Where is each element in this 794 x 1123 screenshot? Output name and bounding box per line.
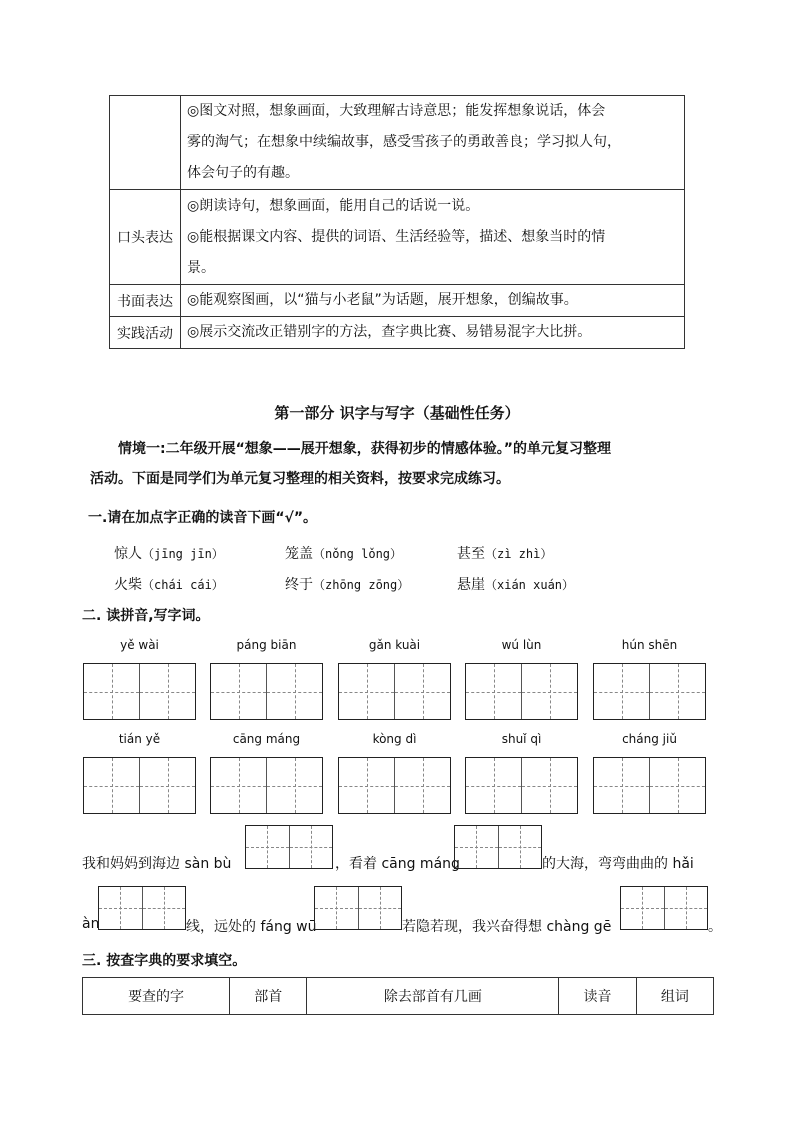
- q1-item: 悬崖（xián xuán）: [457, 577, 575, 593]
- row-text: 景。: [187, 259, 215, 276]
- writing-grid[interactable]: [83, 757, 196, 814]
- table-row: [110, 96, 685, 190]
- row-text: ◎能观察图画，以“猫与小老鼠”为话题，展开想象，创编故事。: [181, 285, 685, 317]
- row-label: 实践活动: [110, 317, 181, 349]
- table-header-row: [83, 978, 714, 1015]
- intro-line-2: 活动。下面是同学们为单元复习整理的相关资料，按要求完成练习。: [90, 471, 510, 487]
- pinyin-label: cháng jiǔ: [622, 732, 677, 746]
- writing-grid[interactable]: [593, 757, 706, 814]
- q1-item: 终于（zhōng zōng）: [285, 577, 410, 593]
- intro-line-1: 情境一:二年级开展“想象——展开想象，获得初步的情感体验。”的单元复习整理: [118, 441, 611, 457]
- table-row: [110, 190, 685, 285]
- row-label: [110, 96, 181, 190]
- row-label: 口头表达: [110, 190, 181, 285]
- pinyin-label: kòng dì: [372, 732, 417, 746]
- pinyin-label: tián yě: [118, 732, 161, 746]
- column-header: 除去部首有几画: [307, 978, 559, 1015]
- q1-item: 惊人（jīng jīn）: [114, 546, 224, 562]
- writing-grid[interactable]: [465, 757, 578, 814]
- column-header: 部首: [230, 978, 307, 1015]
- inline-writing-grid[interactable]: [620, 886, 708, 930]
- sentence-part: àn: [82, 916, 100, 932]
- q2-title: 二. 读拼音,写字词。: [82, 608, 210, 624]
- writing-grid[interactable]: [593, 663, 706, 720]
- row-label: 书面表达: [110, 285, 181, 317]
- row-text: ◎展示交流改正错别字的方法，查字典比赛、易错易混字大比拼。: [181, 317, 685, 349]
- writing-grid[interactable]: [210, 663, 323, 720]
- row-text: ◎能根据课文内容、提供的词语、生活经验等，描述、想象当时的情: [187, 228, 606, 245]
- pinyin-label: wú lùn: [501, 638, 542, 652]
- writing-grid[interactable]: [83, 663, 196, 720]
- sentence-part: 我和妈妈到海边 sàn bù: [82, 856, 232, 872]
- pinyin-label: hún shēn: [621, 638, 678, 652]
- writing-grid[interactable]: [338, 757, 451, 814]
- row-text: 体会句子的有趣。: [187, 165, 299, 181]
- inline-writing-grid[interactable]: [245, 825, 333, 869]
- dictionary-table: [82, 977, 714, 1015]
- q3-title: 三. 按查字典的要求填空。: [82, 953, 247, 969]
- writing-grid[interactable]: [338, 663, 451, 720]
- table-row: [110, 317, 685, 349]
- sentence-part: 。: [708, 919, 722, 935]
- inline-writing-grid[interactable]: [98, 886, 186, 930]
- writing-grid[interactable]: [210, 757, 323, 814]
- column-header: 组词: [636, 978, 713, 1015]
- q1-item: 火柴（chái cái）: [114, 577, 224, 593]
- row-text: ◎图文对照，想象画面，大致理解古诗意思；能发挥想象说话，体会: [187, 103, 606, 119]
- pinyin-label: cāng máng: [232, 732, 301, 746]
- sentence-part: 线，远处的 fáng wū: [186, 919, 317, 935]
- writing-grid[interactable]: [465, 663, 578, 720]
- q1-item: 甚至（zì zhì）: [457, 546, 553, 562]
- table-row: [110, 285, 685, 317]
- column-header: 要查的字: [83, 978, 230, 1015]
- row-text: 雾的淘气；在想象中续编故事，感受雪孩子的勇敢善良；学习拟人句，: [187, 134, 621, 150]
- sentence-part: 的大海，弯弯曲曲的 hǎi: [542, 856, 694, 872]
- requirements-table: [109, 95, 685, 349]
- q1-title: 一.请在加点字正确的读音下画“√”。: [88, 510, 318, 526]
- inline-writing-grid[interactable]: [454, 825, 542, 869]
- pinyin-label: gǎn kuài: [368, 638, 421, 652]
- sentence-part: 若隐若现，我兴奋得想 chàng gē: [402, 919, 612, 935]
- sentence-part: ，看着 cāng máng: [335, 856, 460, 872]
- row-text: ◎朗读诗句，想象画面，能用自己的话说一说。: [187, 197, 480, 214]
- pinyin-label: yě wài: [120, 638, 159, 652]
- section-title: 第一部分 识字与写字（基础性任务）: [274, 404, 520, 422]
- pinyin-label: shuǐ qì: [501, 732, 542, 746]
- q1-item: 笼盖（nǒng lǒng）: [285, 546, 403, 562]
- inline-writing-grid[interactable]: [314, 886, 402, 930]
- column-header: 读音: [559, 978, 636, 1015]
- pinyin-label: páng biān: [236, 638, 297, 652]
